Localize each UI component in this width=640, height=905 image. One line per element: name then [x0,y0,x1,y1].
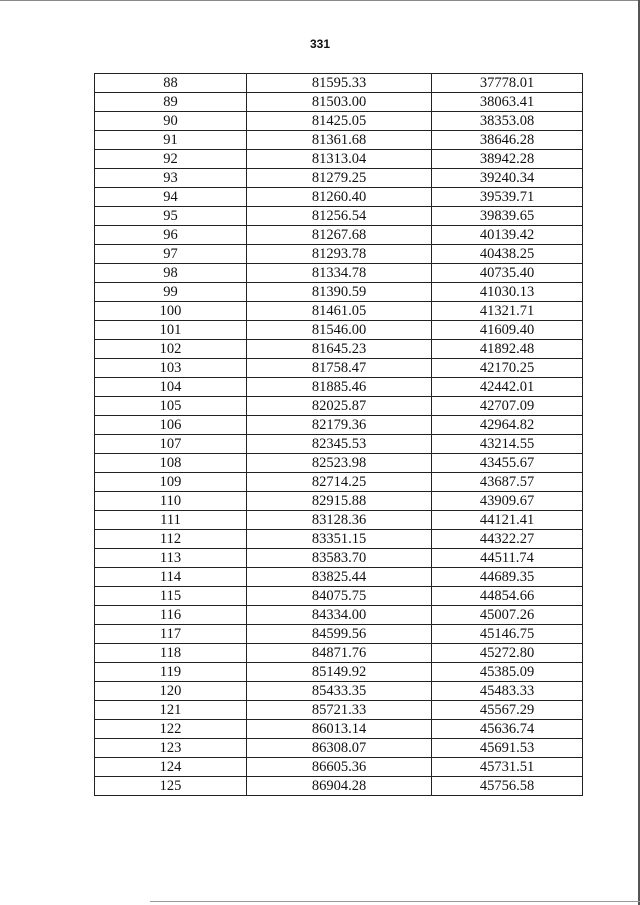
x-value-cell: 81361.68 [247,131,432,150]
table-row [95,492,583,511]
y-value-cell: 44121.41 [432,511,583,530]
table-row [95,302,583,321]
x-value-cell: 82025.87 [247,397,432,416]
y-value-cell: 39240.34 [432,169,583,188]
table-row [95,207,583,226]
y-value-cell: 42707.09 [432,397,583,416]
point-number-cell: 91 [95,131,247,150]
point-number-cell: 109 [95,473,247,492]
x-value-cell: 81260.40 [247,188,432,207]
table-row [95,74,583,93]
y-value-cell: 45567.29 [432,701,583,720]
x-value-cell: 81503.00 [247,93,432,112]
point-number-cell: 96 [95,226,247,245]
x-value-cell: 84871.76 [247,644,432,663]
x-value-cell: 85433.35 [247,682,432,701]
point-number-cell: 93 [95,169,247,188]
y-value-cell: 45272.80 [432,644,583,663]
table-row [95,739,583,758]
x-value-cell: 82523.98 [247,454,432,473]
table-row [95,93,583,112]
table-row [95,245,583,264]
x-value-cell: 81461.05 [247,302,432,321]
point-number-cell: 102 [95,340,247,359]
y-value-cell: 40438.25 [432,245,583,264]
table-row [95,283,583,302]
x-value-cell: 83825.44 [247,568,432,587]
point-number-cell: 89 [95,93,247,112]
table-row [95,511,583,530]
point-number-cell: 95 [95,207,247,226]
y-value-cell: 38353.08 [432,112,583,131]
y-value-cell: 38942.28 [432,150,583,169]
scan-edge-bottom [150,901,640,902]
point-number-cell: 112 [95,530,247,549]
y-value-cell: 45636.74 [432,720,583,739]
x-value-cell: 86904.28 [247,777,432,796]
point-number-cell: 123 [95,739,247,758]
x-value-cell: 81256.54 [247,207,432,226]
point-number-cell: 104 [95,378,247,397]
point-number-cell: 114 [95,568,247,587]
point-number-cell: 97 [95,245,247,264]
x-value-cell: 83351.15 [247,530,432,549]
point-number-cell: 105 [95,397,247,416]
point-number-cell: 124 [95,758,247,777]
point-number-cell: 115 [95,587,247,606]
point-number-cell: 103 [95,359,247,378]
y-value-cell: 45756.58 [432,777,583,796]
x-value-cell: 81645.23 [247,340,432,359]
table-row [95,587,583,606]
point-number-cell: 88 [95,74,247,93]
y-value-cell: 41609.40 [432,321,583,340]
point-number-cell: 121 [95,701,247,720]
y-value-cell: 38063.41 [432,93,583,112]
table-row [95,150,583,169]
x-value-cell: 84599.56 [247,625,432,644]
x-value-cell: 81390.59 [247,283,432,302]
x-value-cell: 81546.00 [247,321,432,340]
table-row [95,758,583,777]
y-value-cell: 43687.57 [432,473,583,492]
y-value-cell: 41321.71 [432,302,583,321]
x-value-cell: 86013.14 [247,720,432,739]
point-number-cell: 122 [95,720,247,739]
x-value-cell: 81758.47 [247,359,432,378]
y-value-cell: 43455.67 [432,454,583,473]
y-value-cell: 42170.25 [432,359,583,378]
y-value-cell: 45385.09 [432,663,583,682]
table-row [95,435,583,454]
y-value-cell: 44322.27 [432,530,583,549]
table-row [95,169,583,188]
y-value-cell: 39839.65 [432,207,583,226]
table-row [95,321,583,340]
x-value-cell: 81279.25 [247,169,432,188]
x-value-cell: 84075.75 [247,587,432,606]
point-number-cell: 106 [95,416,247,435]
point-number-cell: 98 [95,264,247,283]
table-row [95,720,583,739]
point-number-cell: 110 [95,492,247,511]
x-value-cell: 86308.07 [247,739,432,758]
x-value-cell: 82345.53 [247,435,432,454]
y-value-cell: 44511.74 [432,549,583,568]
point-number-cell: 107 [95,435,247,454]
x-value-cell: 82915.88 [247,492,432,511]
x-value-cell: 81885.46 [247,378,432,397]
table-row [95,131,583,150]
y-value-cell: 45146.75 [432,625,583,644]
y-value-cell: 44854.66 [432,587,583,606]
table-row [95,473,583,492]
table-row [95,701,583,720]
x-value-cell: 81313.04 [247,150,432,169]
x-value-cell: 81334.78 [247,264,432,283]
point-number-cell: 108 [95,454,247,473]
y-value-cell: 37778.01 [432,74,583,93]
y-value-cell: 45731.51 [432,758,583,777]
table-row [95,226,583,245]
x-value-cell: 85721.33 [247,701,432,720]
y-value-cell: 40139.42 [432,226,583,245]
table-row [95,188,583,207]
y-value-cell: 45483.33 [432,682,583,701]
coordinates-table [94,73,583,796]
x-value-cell: 82714.25 [247,473,432,492]
table-row [95,397,583,416]
y-value-cell: 43214.55 [432,435,583,454]
y-value-cell: 38646.28 [432,131,583,150]
point-number-cell: 125 [95,777,247,796]
y-value-cell: 41892.48 [432,340,583,359]
table-row [95,606,583,625]
table-row [95,682,583,701]
y-value-cell: 45007.26 [432,606,583,625]
table-row [95,359,583,378]
x-value-cell: 81267.68 [247,226,432,245]
table-row [95,340,583,359]
point-number-cell: 90 [95,112,247,131]
point-number-cell: 111 [95,511,247,530]
point-number-cell: 119 [95,663,247,682]
point-number-cell: 99 [95,283,247,302]
point-number-cell: 120 [95,682,247,701]
table-row [95,530,583,549]
x-value-cell: 86605.36 [247,758,432,777]
point-number-cell: 118 [95,644,247,663]
x-value-cell: 81293.78 [247,245,432,264]
table-body [95,74,583,796]
page-number: 331 [309,37,331,51]
x-value-cell: 81425.05 [247,112,432,131]
y-value-cell: 42442.01 [432,378,583,397]
table-row [95,378,583,397]
y-value-cell: 45691.53 [432,739,583,758]
x-value-cell: 83128.36 [247,511,432,530]
table-row [95,416,583,435]
table-row [95,625,583,644]
table-row [95,663,583,682]
point-number-cell: 92 [95,150,247,169]
x-value-cell: 85149.92 [247,663,432,682]
scan-edge-top [0,0,640,1]
table-row [95,644,583,663]
x-value-cell: 81595.33 [247,74,432,93]
y-value-cell: 44689.35 [432,568,583,587]
y-value-cell: 41030.13 [432,283,583,302]
point-number-cell: 116 [95,606,247,625]
y-value-cell: 42964.82 [432,416,583,435]
table-row [95,264,583,283]
point-number-cell: 117 [95,625,247,644]
x-value-cell: 82179.36 [247,416,432,435]
y-value-cell: 39539.71 [432,188,583,207]
x-value-cell: 83583.70 [247,549,432,568]
table-row [95,549,583,568]
point-number-cell: 101 [95,321,247,340]
table-row [95,568,583,587]
x-value-cell: 84334.00 [247,606,432,625]
y-value-cell: 40735.40 [432,264,583,283]
point-number-cell: 100 [95,302,247,321]
table-row [95,777,583,796]
table-row [95,112,583,131]
y-value-cell: 43909.67 [432,492,583,511]
point-number-cell: 113 [95,549,247,568]
point-number-cell: 94 [95,188,247,207]
table-row [95,454,583,473]
